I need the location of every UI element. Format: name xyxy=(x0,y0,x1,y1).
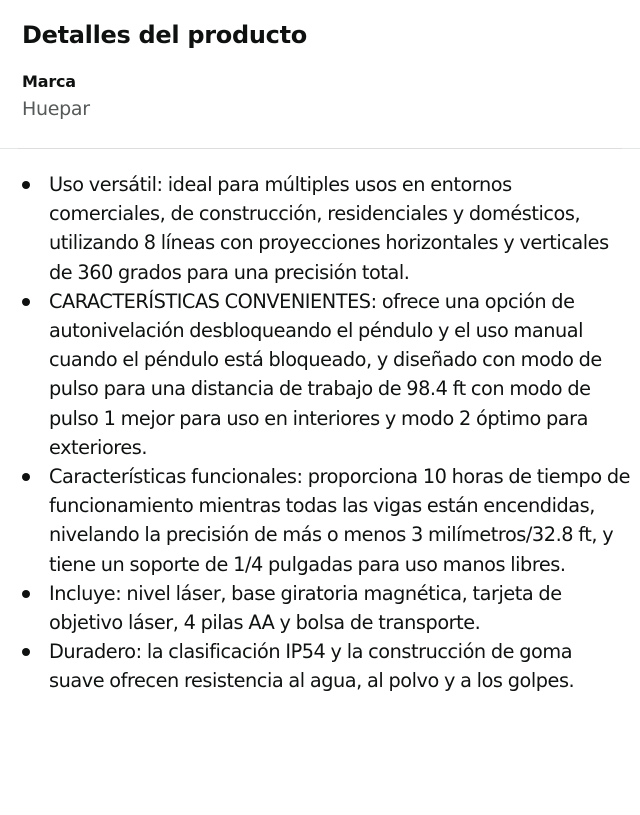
bullet-dot-icon xyxy=(22,590,30,598)
brand-attribute xyxy=(22,70,90,124)
feature-bullet-list xyxy=(0,170,640,696)
feature-bullet-text: Incluye: nivel láser, base giratoria magnética, tarjeta de objetivo láser, 4 pilas AA y bolsa de transporte. xyxy=(49,581,562,635)
section-divider-inner xyxy=(18,148,622,149)
brand-value: Huepar xyxy=(22,98,90,120)
page-title: Detalles del producto xyxy=(22,21,307,49)
feature-bullet xyxy=(0,579,640,637)
feature-bullet-text: Duradero: la clasificación IP54 y la construcción de goma suave ofrecen resistencia al agua, al polvo y a los golpes. xyxy=(49,640,575,693)
feature-bullet-text: Uso versátil: ideal para múltiples usos en entornos comerciales, de construcción, residenciales y domésticos, utilizando 8 líneas con proyecciones horizontales y verticales de 360 grados para una precisión total. xyxy=(49,173,609,284)
feature-bullet-text: Características funcionales: proporciona 10 horas de tiempo de funcionamiento mientras todas las vigas están encendidas, nivelando la precisión de más o menos 3 milímetros/32.8 ft, y tiene un soporte de 1/4 pulgadas para uso manos libres. xyxy=(49,465,631,576)
feature-bullet xyxy=(0,170,640,287)
bullet-dot-icon xyxy=(22,473,30,481)
bullet-dot-icon xyxy=(22,181,30,189)
bullet-dot-icon xyxy=(22,298,30,306)
brand-label: Marca xyxy=(22,72,76,91)
feature-bullet xyxy=(0,637,640,695)
bullet-dot-icon xyxy=(22,648,30,656)
feature-bullet xyxy=(0,287,640,462)
feature-bullet xyxy=(0,462,640,579)
feature-bullet-text: CARACTERÍSTICAS CONVENIENTES: ofrece una opción de autonivelación desbloqueando el péndulo y el uso manual cuando el péndulo está bloqueado, y diseñado con modo de pulso para una distancia de trabajo de 98.4 ft con modo de pulso 1 mejor para uso en interiores y modo 2 óptimo para exteriores. xyxy=(49,289,602,459)
